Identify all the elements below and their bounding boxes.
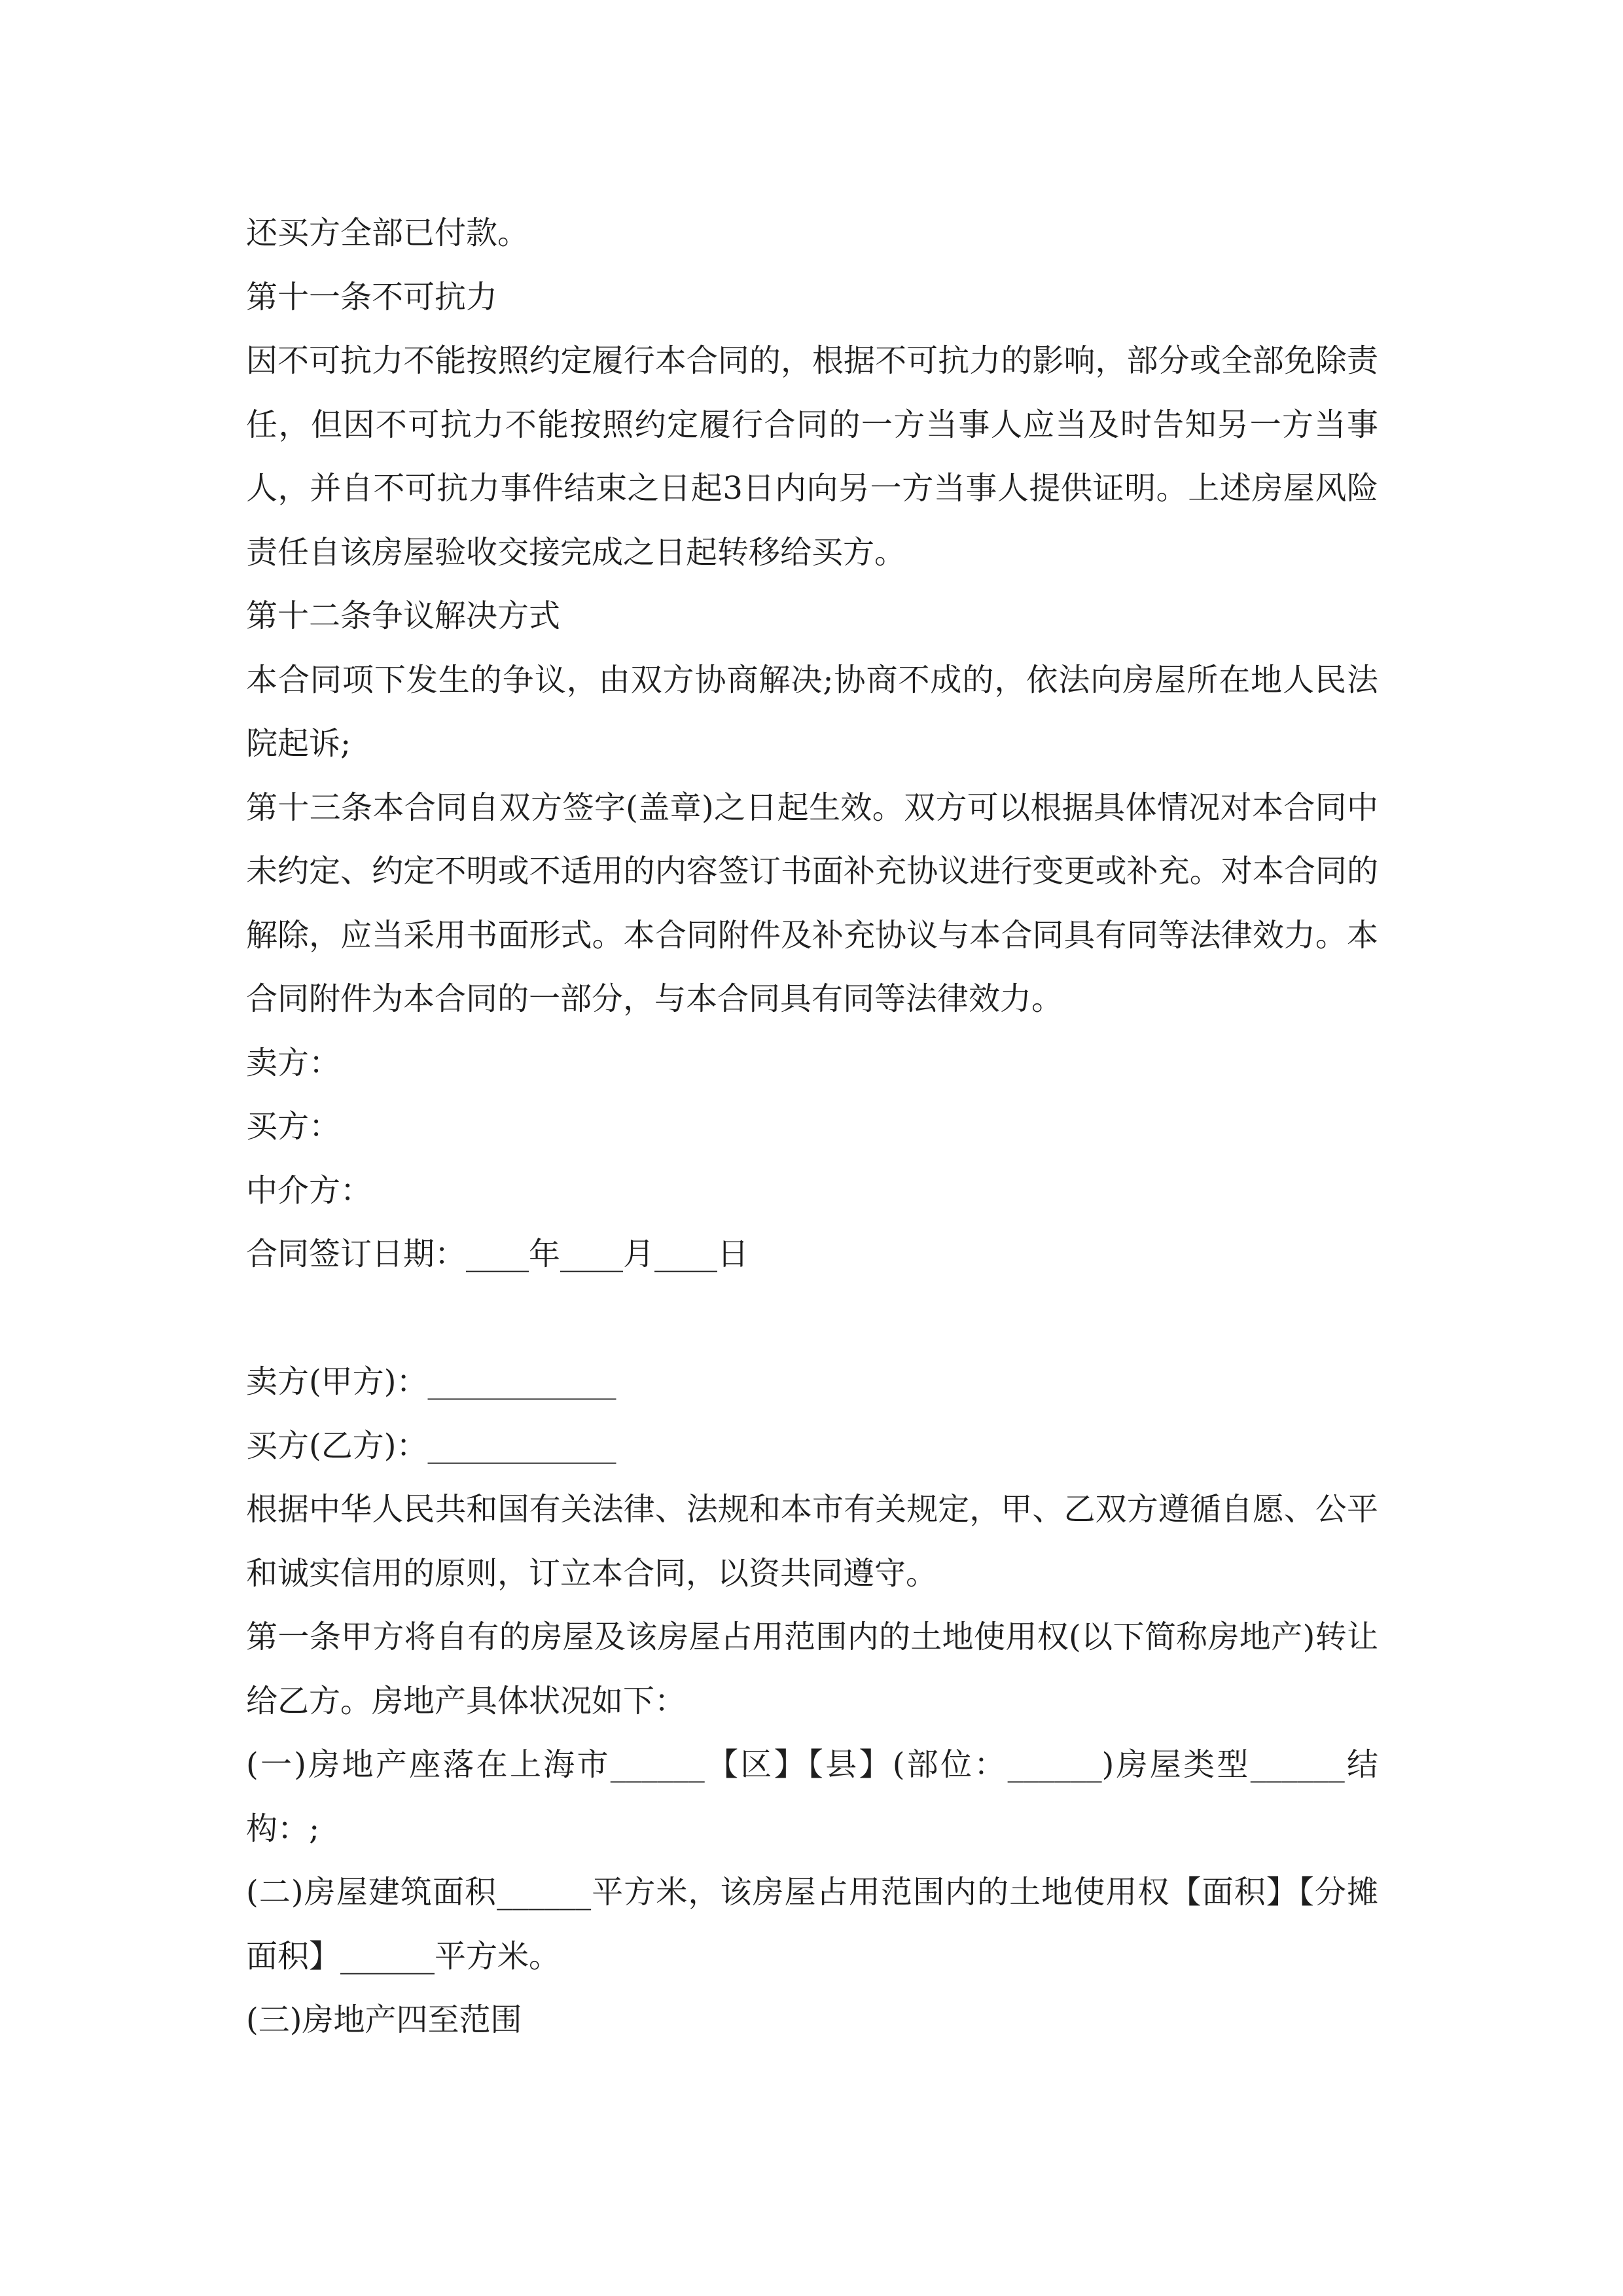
clause-area: (二)房屋建筑面积______平方米，该房屋占用范围内的土地使用权【面积】【分摊面积】______平方米。: [246, 1874, 1378, 1975]
agent-signature-line: 中介方：: [246, 1172, 372, 1209]
paragraph-article-13: 第十三条本合同自双方签字(盖章)之日起生效。双方可以根据具体情况对本合同中未约定、约定不明或不适用的内容签订书面补充协议进行变更或补充。对本合同的解除，应当采用书面形式。本合同附件及补充协议与本合同具有同等法律效力。本合同附件为本合同的一部分，与本合同具有同等法律效力。: [246, 789, 1378, 1017]
buyer-party-b-line: 买方(乙方)：____________: [246, 1427, 616, 1464]
seller-party-a-line: 卖方(甲方)：____________: [246, 1363, 616, 1400]
clause-location: (一)房地产座落在上海市______【区】【县】(部位：______)房屋类型______结构：;: [246, 1746, 1378, 1847]
seller-signature-line: 卖方：: [246, 1044, 341, 1081]
paragraph-dispute-resolution: 本合同项下发生的争议，由双方协商解决;协商不成的，依法向房屋所在地人民法院起诉;: [246, 661, 1378, 762]
document-body: [246, 202, 1378, 2053]
paragraph-preamble: 根据中华人民共和国有关法律、法规和本市有关规定，甲、乙双方遵循自愿、公平和诚实信用的原则，订立本合同，以资共同遵守。: [246, 1491, 1378, 1592]
paragraph-refund: 还买方全部已付款。: [246, 215, 529, 251]
clause-boundaries: (三)房地产四至范围: [246, 2001, 522, 2038]
paragraph-article-1: 第一条甲方将自有的房屋及该房屋占用范围内的土地使用权(以下简称房地产)转让给乙方。房地产具体状况如下：: [246, 1619, 1378, 1719]
section-gap: [246, 1287, 1378, 1351]
buyer-signature-line: 买方：: [246, 1108, 341, 1145]
signing-date-line: 合同签订日期：____年____月____日: [246, 1236, 749, 1272]
heading-article-11: 第十一条不可抗力: [246, 278, 498, 315]
paragraph-force-majeure: 因不可抗力不能按照约定履行本合同的，根据不可抗力的影响，部分或全部免除责任，但因不可抗力不能按照约定履行合同的一方当事人应当及时告知另一方当事人，并自不可抗力事件结束之日起3日内向另一方当事人提供证明。上述房屋风险责任自该房屋验收交接完成之日起转移给买方。: [246, 342, 1378, 571]
heading-article-12: 第十二条争议解决方式: [246, 598, 561, 634]
